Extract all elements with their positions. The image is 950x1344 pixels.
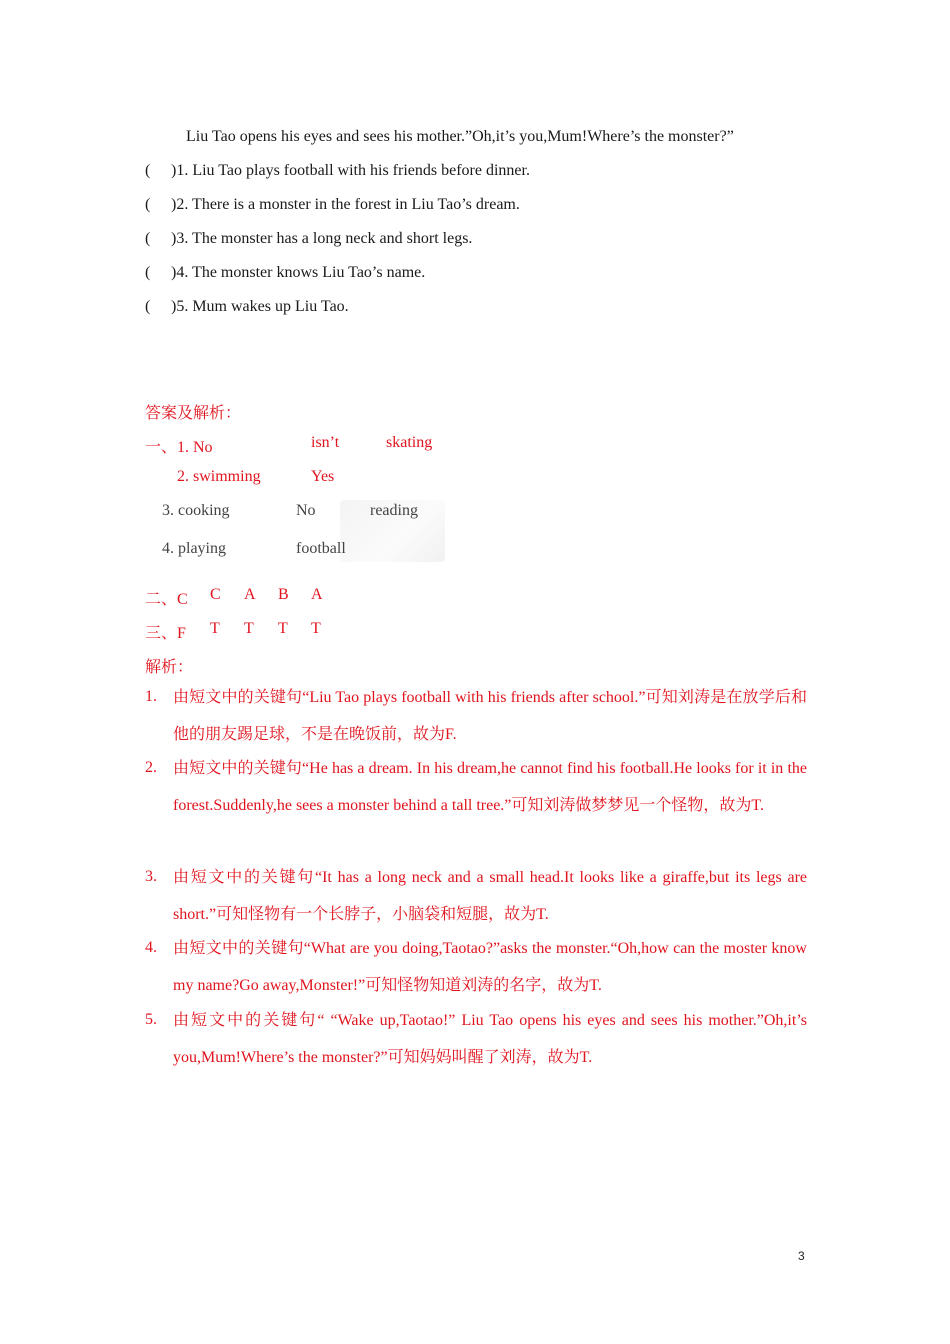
explanation-number: 5.	[145, 1011, 157, 1028]
explanation-text: 由短文中的关键句“Liu Tao plays football with his friends after school.”可知刘涛是在放学后和他的朋友踢足球，不是在晚饭前，故为F.	[173, 689, 807, 743]
part3-answer: T	[244, 620, 254, 637]
tf-question-1: )1. Liu Tao plays football with his friends before dinner.	[171, 162, 530, 179]
part2-answer: A	[311, 586, 323, 603]
explanation-text: 由短文中的关键句“He has a dream. In his dream,he cannot find his football.He looks for it in the forest.Suddenly,he sees a monster behind a tall tree.”可知刘涛做梦梦见一个怪物，故为T.	[173, 760, 807, 814]
part2-answer: A	[244, 586, 256, 603]
part1-label: 一、1. No	[145, 439, 213, 456]
tf-question-paren: (	[145, 230, 151, 247]
part2-answer: C	[210, 586, 221, 603]
part3-answer: T	[311, 620, 321, 637]
part1-row4-answer: football	[296, 540, 346, 557]
analysis-heading: 解析：	[145, 659, 194, 676]
part1-row2-answer: Yes	[311, 468, 335, 485]
tf-question-paren: (	[145, 264, 151, 281]
part1-row3-answer: No	[296, 502, 316, 519]
part1-row1-answer: skating	[386, 434, 433, 451]
explanation-number: 2.	[145, 759, 157, 776]
explanation-text: 由短文中的关键句“It has a long neck and a small head.It looks like a giraffe,but its legs are short.”可知怪物有一个长脖子，小脑袋和短腿，故为T.	[173, 869, 807, 923]
part3-label: 三、F	[145, 625, 186, 642]
tf-question-2: )2. There is a monster in the forest in Liu Tao’s dream.	[171, 196, 520, 213]
part2-answer: B	[278, 586, 289, 603]
passage-last-line: Liu Tao opens his eyes and sees his mother.”Oh,it’s you,Mum!Where’s the monster?”	[186, 128, 734, 145]
explanation-number: 4.	[145, 939, 157, 956]
tf-question-4: )4. The monster knows Liu Tao’s name.	[171, 264, 426, 281]
part1-row2-answer: 2. swimming	[177, 468, 261, 485]
part1-row4-answer: 4. playing	[162, 540, 226, 557]
answers-heading: 答案及解析：	[145, 405, 242, 422]
part1-row3-answer: 3. cooking	[162, 502, 230, 519]
part2-label: 二、C	[145, 591, 188, 608]
explanation-text: 由短文中的关键句“What are you doing,Taotao?”asks the monster.“Oh,how can the moster know my name?Go away,Monster!”可知怪物知道刘涛的名字，故为T.	[173, 940, 807, 994]
explanation-text: 由短文中的关键句“ “Wake up,Taotao!” Liu Tao opens his eyes and sees his mother.”Oh,it’s you,Mum!Where’s the monster?”可知妈妈叫醒了刘涛，故为T.	[173, 1012, 807, 1066]
part1-row1-answer: isn’t	[311, 434, 340, 451]
part3-answer: T	[278, 620, 288, 637]
part1-row3-answer: reading	[370, 502, 418, 519]
tf-question-paren: (	[145, 196, 151, 213]
tf-question-3: )3. The monster has a long neck and short legs.	[171, 230, 473, 247]
tf-question-paren: (	[145, 298, 151, 315]
part3-answer: T	[210, 620, 220, 637]
tf-question-5: )5. Mum wakes up Liu Tao.	[171, 298, 349, 315]
explanation-number: 3.	[145, 868, 157, 885]
page-number: 3	[798, 1249, 805, 1263]
tf-question-paren: (	[145, 162, 151, 179]
explanation-number: 1.	[145, 688, 157, 705]
